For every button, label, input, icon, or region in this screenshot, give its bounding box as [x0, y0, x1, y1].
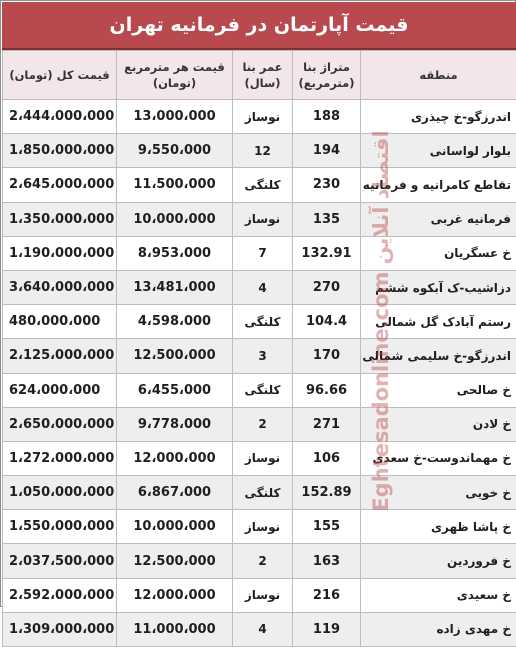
title-bar: [2, 2, 516, 50]
area-cell: 155: [293, 510, 361, 544]
total-price-cell: 2،650،000،000: [3, 407, 117, 441]
area-cell: 216: [293, 578, 361, 612]
price-per-m2-cell: 12،000،000: [117, 441, 233, 475]
region-cell: خ صالحی: [361, 373, 516, 407]
region-cell: خ پاشا ظهری: [361, 510, 516, 544]
age-cell: کلنگی: [233, 373, 293, 407]
header-total-price: قیمت کل (تومان): [3, 51, 117, 100]
table-row: [3, 578, 516, 612]
age-cell: نوساز: [233, 441, 293, 475]
total-price-cell: 2،125،000،000: [3, 339, 117, 373]
age-cell: نوساز: [233, 578, 293, 612]
table-row: [3, 544, 516, 578]
price-per-m2-cell: 12،500،000: [117, 544, 233, 578]
area-cell: 230: [293, 168, 361, 202]
price-per-m2-cell: 12،500،000: [117, 339, 233, 373]
age-cell: 4: [233, 612, 293, 646]
table-row: [3, 612, 516, 646]
region-cell: فرمانیه غربی: [361, 202, 516, 236]
region-cell: اندرزگو-خ چیذری: [361, 100, 516, 134]
total-price-cell: 2،037،500،000: [3, 544, 117, 578]
total-price-cell: 1،550،000،000: [3, 510, 117, 544]
area-cell: 104.4: [293, 305, 361, 339]
table-row: [3, 373, 516, 407]
column-header-row: [3, 51, 516, 100]
price-per-m2-cell: 9،778،000: [117, 407, 233, 441]
price-per-m2-cell: 4،598،000: [117, 305, 233, 339]
price-per-m2-cell: 6،455،000: [117, 373, 233, 407]
age-cell: کلنگی: [233, 305, 293, 339]
age-cell: 4: [233, 270, 293, 304]
age-cell: 2: [233, 544, 293, 578]
price-per-m2-cell: 11،000،000: [117, 612, 233, 646]
region-cell: بلوار لواسانی: [361, 134, 516, 168]
total-price-cell: 2،645،000،000: [3, 168, 117, 202]
region-cell: اندرزگو-خ سلیمی شمالی: [361, 339, 516, 373]
region-cell: خ مهماندوست-خ سعدی: [361, 441, 516, 475]
price-table: [2, 50, 516, 647]
region-cell: خ مهدی زاده: [361, 612, 516, 646]
header-age: عمر بنا (سال): [233, 51, 293, 100]
header-area: متراژ بنا (مترمربع): [293, 51, 361, 100]
region-cell: دزاشیب-ک آبکوه ششم: [361, 270, 516, 304]
header-region: منطقه: [361, 51, 516, 100]
age-cell: نوساز: [233, 202, 293, 236]
total-price-cell: 1،309،000،000: [3, 612, 117, 646]
price-per-m2-cell: 9،550،000: [117, 134, 233, 168]
age-cell: کلنگی: [233, 168, 293, 202]
price-per-m2-cell: 10،000،000: [117, 202, 233, 236]
area-cell: 96.66: [293, 373, 361, 407]
table-row: [3, 236, 516, 270]
area-cell: 188: [293, 100, 361, 134]
region-cell: رستم آبادک گل شمالی: [361, 305, 516, 339]
area-cell: 152.89: [293, 476, 361, 510]
header-price-per-m2: قیمت هر مترمربع (تومان): [117, 51, 233, 100]
table-row: [3, 134, 516, 168]
total-price-cell: 3،640،000،000: [3, 270, 117, 304]
area-cell: 194: [293, 134, 361, 168]
table-row: [3, 441, 516, 475]
region-cell: خ فروردین: [361, 544, 516, 578]
total-price-cell: 1،050،000،000: [3, 476, 117, 510]
table-row: [3, 510, 516, 544]
price-per-m2-cell: 13،000،000: [117, 100, 233, 134]
age-cell: 2: [233, 407, 293, 441]
area-cell: 135: [293, 202, 361, 236]
age-cell: 7: [233, 236, 293, 270]
total-price-cell: 480،000،000: [3, 305, 117, 339]
table-row: [3, 407, 516, 441]
age-cell: 3: [233, 339, 293, 373]
region-cell: خ خویی: [361, 476, 516, 510]
area-cell: 106: [293, 441, 361, 475]
table-row: [3, 476, 516, 510]
area-cell: 119: [293, 612, 361, 646]
table-row: [3, 339, 516, 373]
price-per-m2-cell: 13،481،000: [117, 270, 233, 304]
page-title: قیمت آپارتمان در فرمانیه تهران: [110, 14, 409, 36]
price-per-m2-cell: 10،000،000: [117, 510, 233, 544]
price-per-m2-cell: 12،000،000: [117, 578, 233, 612]
age-cell: 12: [233, 134, 293, 168]
total-price-cell: 1،272،000،000: [3, 441, 117, 475]
area-cell: 271: [293, 407, 361, 441]
table-row: [3, 100, 516, 134]
table-row: [3, 270, 516, 304]
total-price-cell: 1،190،000،000: [3, 236, 117, 270]
area-cell: 270: [293, 270, 361, 304]
total-price-cell: 2،592،000،000: [3, 578, 117, 612]
table-body: [3, 100, 516, 647]
total-price-cell: 1،350،000،000: [3, 202, 117, 236]
price-per-m2-cell: 11،500،000: [117, 168, 233, 202]
age-cell: نوساز: [233, 100, 293, 134]
total-price-cell: 624،000،000: [3, 373, 117, 407]
table-row: [3, 305, 516, 339]
region-cell: خ عسگریان: [361, 236, 516, 270]
area-cell: 163: [293, 544, 361, 578]
total-price-cell: 2،444،000،000: [3, 100, 117, 134]
price-per-m2-cell: 6،867،000: [117, 476, 233, 510]
area-cell: 132.91: [293, 236, 361, 270]
table-row: [3, 202, 516, 236]
region-cell: خ لادن: [361, 407, 516, 441]
age-cell: نوساز: [233, 510, 293, 544]
total-price-cell: 1،850،000،000: [3, 134, 117, 168]
watermark: Eghtesadonline.com اقتصاد آنلاین: [369, 130, 393, 511]
table-row: [3, 168, 516, 202]
age-cell: کلنگی: [233, 476, 293, 510]
area-cell: 170: [293, 339, 361, 373]
region-cell: تقاطع کامرانیه و فرمانیه: [361, 168, 516, 202]
price-per-m2-cell: 8،953،000: [117, 236, 233, 270]
region-cell: خ سعیدی: [361, 578, 516, 612]
